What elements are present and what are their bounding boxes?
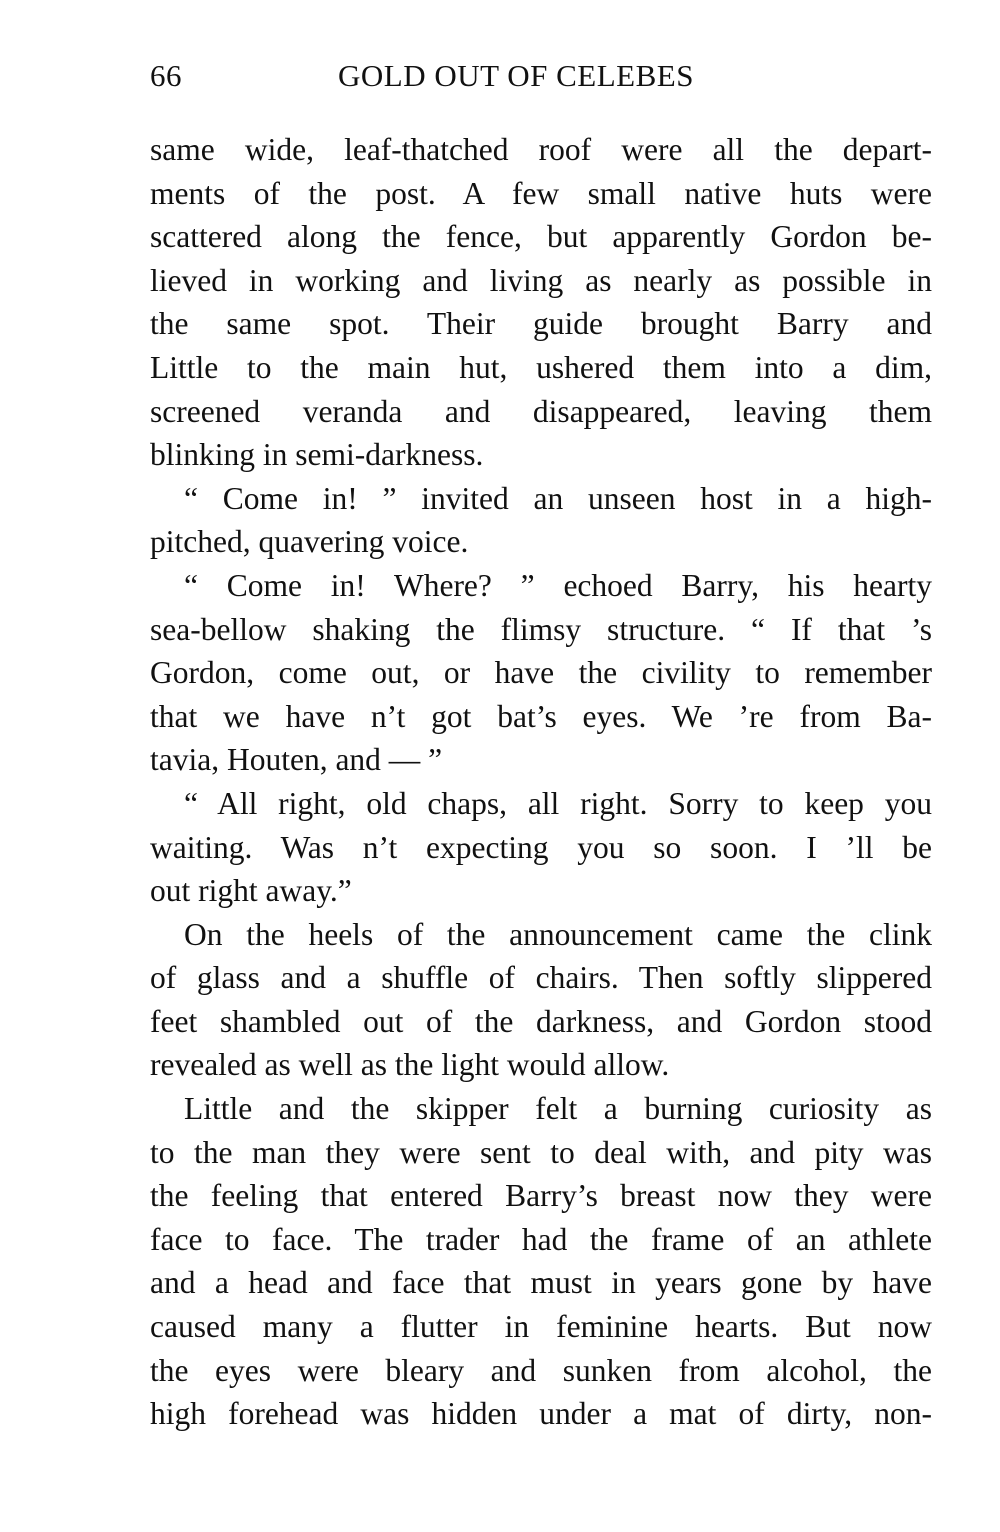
text-line: the feeling that entered Barry’s breast now they were [150,1178,932,1214]
text-line: the same spot. Their guide brought Barry and [150,306,932,342]
paragraph [150,913,932,1087]
text-line: Little and the skipper felt a burning curiosity as [184,1091,932,1127]
body-text [150,128,932,1436]
text-line: and a head and face that must in years gone by have [150,1265,932,1301]
text-line: screened veranda and disappeared, leaving them [150,393,932,429]
text-line: pitched, quavering voice. [150,524,469,560]
text-line: caused many a flutter in feminine hearts. But now [150,1309,932,1345]
text-line: “ Come in! ” invited an unseen host in a high- [184,480,932,516]
text-line: tavia, Houten, and — ” [150,742,443,778]
text-line: revealed as well as the light would allow. [150,1047,670,1083]
text-line: “ Come in! Where? ” echoed Barry, his hearty [184,567,932,603]
running-header [150,52,932,110]
text-line: the eyes were bleary and sunken from alcohol, the [150,1352,932,1388]
text-line: out right away.” [150,873,352,909]
text-line: face to face. The trader had the frame of an athlete [150,1221,932,1257]
text-line: to the man they were sent to deal with, and pity was [150,1134,932,1170]
paragraph [150,1087,932,1436]
page-number: 66 [150,58,182,93]
text-line: “ All right, old chaps, all right. Sorry to keep you [184,785,932,821]
text-line: Little to the main hut, ushered them into a dim, [150,349,932,385]
text-line: of glass and a shuffle of chairs. Then softly slippered [150,960,932,996]
paragraph [150,128,932,477]
book-title: GOLD OUT OF CELEBES [338,58,694,93]
text-line: scattered along the fence, but apparently Gordon be- [150,219,932,255]
text-line: blinking in semi-darkness. [150,437,484,473]
text-line: sea-bellow shaking the flimsy structure. “ If that ’s [150,611,932,647]
text-line: ments of the post. A few small native huts were [150,175,932,211]
text-line: lieved in working and living as nearly as possible in [150,262,932,298]
text-line: same wide, leaf-thatched roof were all the depart- [150,132,932,167]
text-line: On the heels of the announcement came the clink [184,916,932,952]
text-line: Gordon, come out, or have the civility to remember [150,655,932,691]
text-line: high forehead was hidden under a mat of dirty, non- [150,1396,932,1432]
text-line: that we have n’t got bat’s eyes. We ’re from Ba- [150,698,932,734]
text-line: feet shambled out of the darkness, and Gordon stood [150,1003,932,1039]
text-line: waiting. Was n’t expecting you so soon. I ’ll be [150,829,932,865]
paragraph [150,782,932,913]
paragraph [150,477,932,564]
book-page [150,52,932,1436]
paragraph [150,564,932,782]
